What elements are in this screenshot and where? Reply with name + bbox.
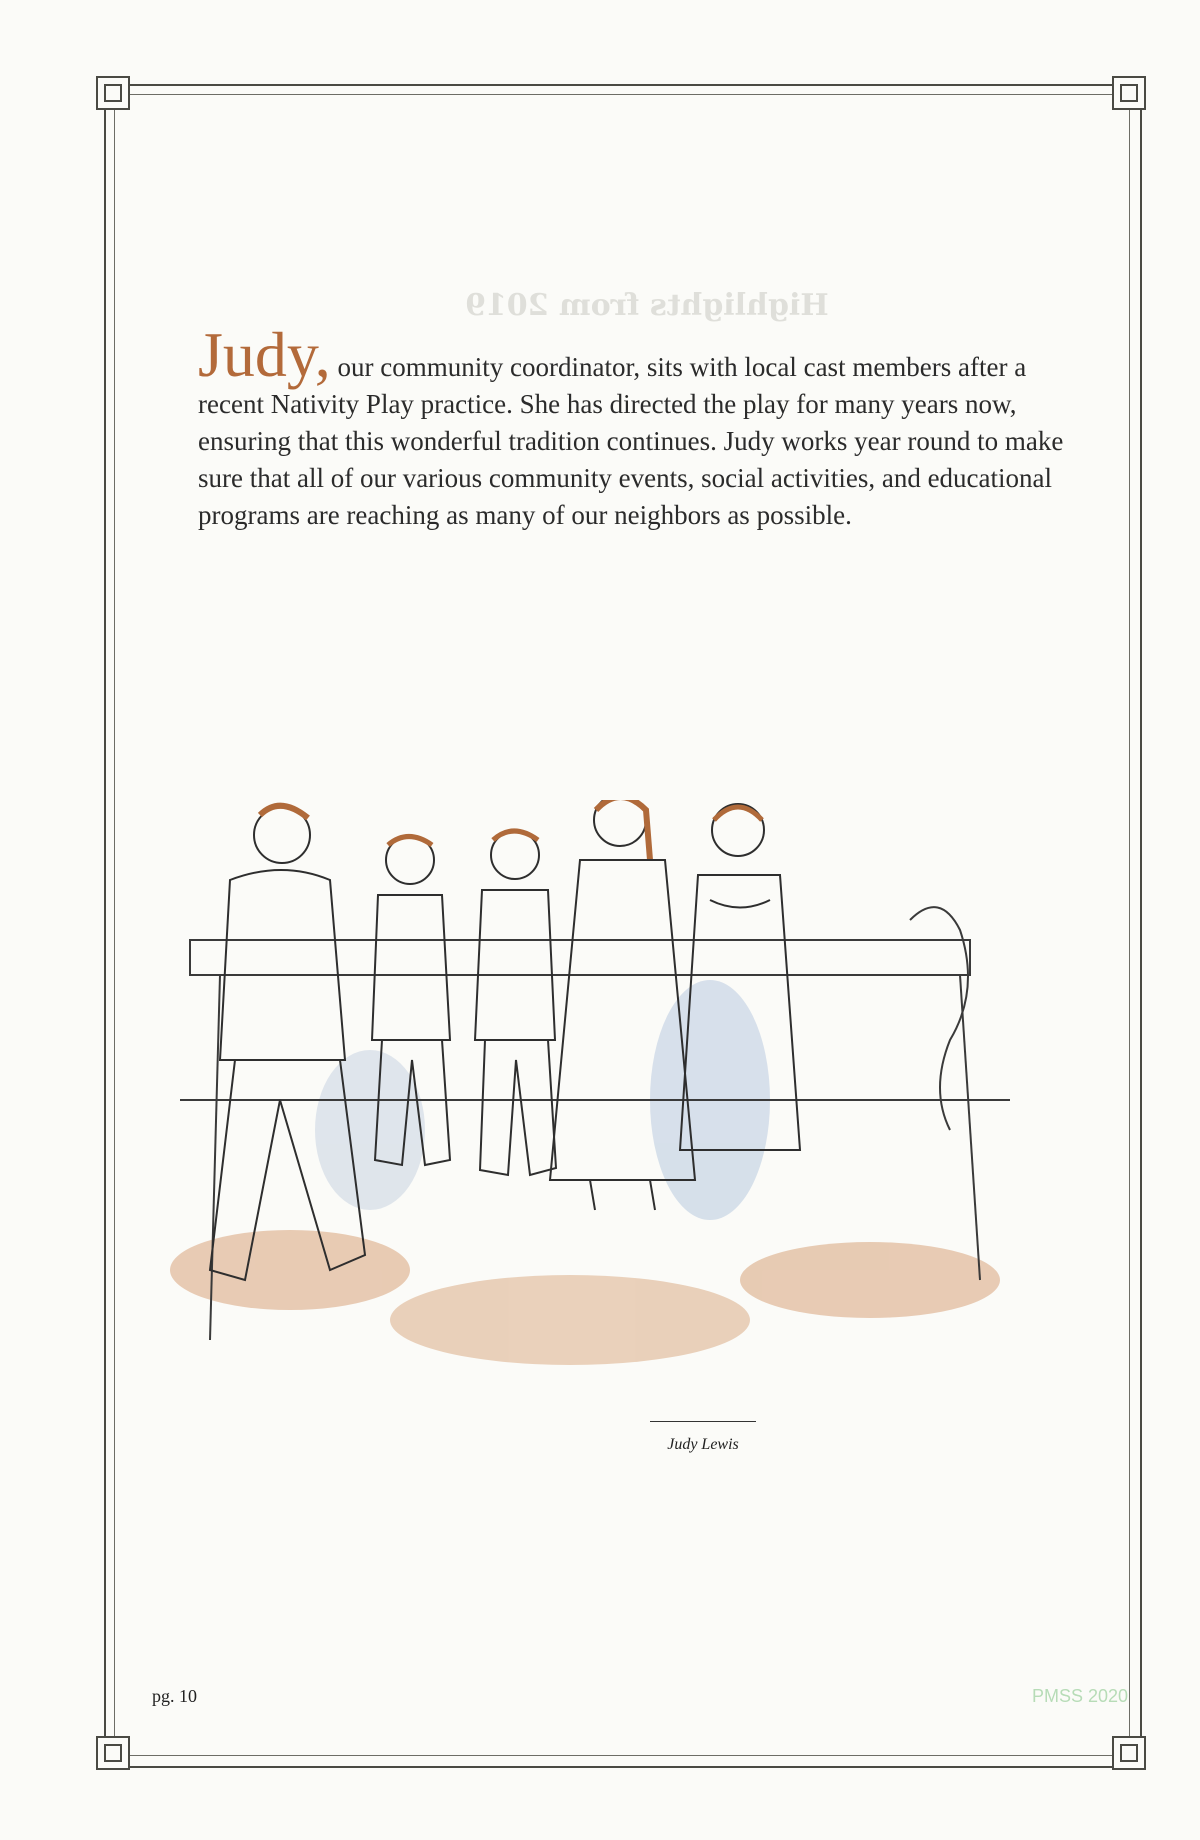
corner-ornament bbox=[1112, 1736, 1146, 1770]
watercolor-wash bbox=[170, 980, 1000, 1365]
illustration-caption: Judy Lewis bbox=[667, 1436, 739, 1453]
publication-watermark: PMSS 2020 bbox=[1032, 1686, 1129, 1706]
corner-ornament bbox=[1112, 76, 1146, 110]
bleed-through-title: Highlights from 2019 bbox=[465, 288, 829, 323]
figure-boy-2 bbox=[475, 831, 556, 1175]
article-paragraph bbox=[198, 319, 1078, 534]
page-number: pg. 10 bbox=[152, 1686, 197, 1706]
featured-name: Judy, bbox=[198, 319, 331, 390]
corner-ornament bbox=[96, 76, 130, 110]
corner-ornament bbox=[96, 1736, 130, 1770]
figure-adult-man bbox=[210, 806, 365, 1280]
caption-rule bbox=[650, 1421, 756, 1422]
cast-illustration bbox=[150, 800, 1030, 1400]
article-body: our community coordinator, sits with local cast members after a recent Nativity Play practice. She has directed the play for many years now, ensuring that this wonderful tradition continues. Judy works year round to make sure that all of our various community events, social activities, and educational programs are reaching as many of our neighbors as possible. bbox=[198, 352, 1064, 530]
